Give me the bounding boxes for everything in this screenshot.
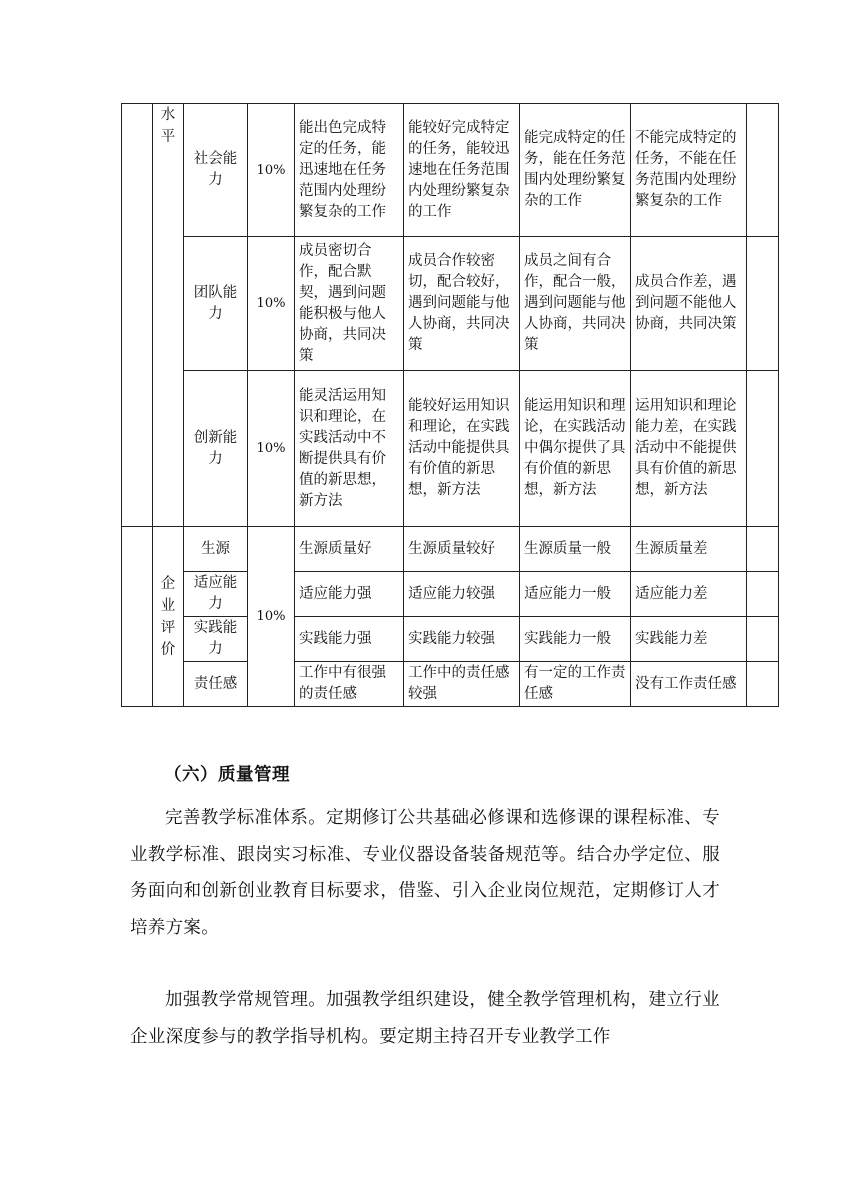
grade-poor-cell: 适应能力差 xyxy=(631,572,747,617)
grade-poor-cell: 运用知识和理论能力差，在实践活动中不能提供具有价值的新思想，新方法 xyxy=(631,371,747,527)
grade-good-cell: 生源质量较好 xyxy=(404,527,520,572)
grade-fair-cell: 生源质量一般 xyxy=(520,527,631,572)
weight-cell: 10% xyxy=(248,104,295,237)
grade-excellent-cell: 适应能力强 xyxy=(295,572,404,617)
grade-fair-cell: 成员之间有合作，配合一般，遇到问题能与他人协商，共同决策 xyxy=(520,237,631,371)
item-cell: 适应能力 xyxy=(184,572,248,617)
score-cell xyxy=(747,237,779,371)
item-cell: 责任感 xyxy=(184,662,248,707)
weight-cell: 10% xyxy=(248,527,295,707)
table-row xyxy=(122,662,779,707)
evaluation-table xyxy=(121,103,779,707)
grade-poor-cell: 生源质量差 xyxy=(631,527,747,572)
grade-fair-cell: 能完成特定的任务，能在任务范围内处理纷繁复杂的工作 xyxy=(520,104,631,237)
table-row xyxy=(122,527,779,572)
grade-poor-cell: 不能完成特定的任务，不能在任务范围内处理纷繁复杂的工作 xyxy=(631,104,747,237)
grade-fair-cell: 有一定的工作责任感 xyxy=(520,662,631,707)
score-cell xyxy=(747,617,779,662)
grade-fair-cell: 实践能力一般 xyxy=(520,617,631,662)
blank-cell xyxy=(122,527,153,707)
section-heading: （六）质量管理 xyxy=(164,765,290,785)
grade-good-cell: 适应能力较强 xyxy=(404,572,520,617)
score-cell xyxy=(747,527,779,572)
table-row xyxy=(122,617,779,662)
grade-excellent-cell: 成员密切合作，配合默契，遇到问题能积极与他人协商，共同决策 xyxy=(295,237,404,371)
grade-excellent-cell: 实践能力强 xyxy=(295,617,404,662)
grade-poor-cell: 没有工作责任感 xyxy=(631,662,747,707)
category-cell xyxy=(153,104,184,527)
grade-good-cell: 实践能力较强 xyxy=(404,617,520,662)
grade-good-cell: 能较好运用知识和理论，在实践活动中能提供具有价值的新思想，新方法 xyxy=(404,371,520,527)
grade-excellent-cell: 能出色完成特定的任务，能迅速地在任务范围内处理纷繁复杂的工作 xyxy=(295,104,404,237)
score-cell xyxy=(747,104,779,237)
category-cell xyxy=(153,527,184,707)
score-cell xyxy=(747,371,779,527)
category-label: 水平 xyxy=(160,107,176,145)
grade-good-cell: 工作中的责任感较强 xyxy=(404,662,520,707)
grade-good-cell: 成员合作较密切，配合较好，遇到问题能与他人协商，共同决策 xyxy=(404,237,520,371)
paragraph: 加强教学常规管理。加强教学组织建设，健全教学管理机构，建立行业企业深度参与的教学指导机构。要定期主持召开专业教学工作 xyxy=(130,990,720,1047)
score-cell xyxy=(747,572,779,617)
weight-cell: 10% xyxy=(248,371,295,527)
table-row xyxy=(122,572,779,617)
grade-excellent-cell: 工作中有很强的责任感 xyxy=(295,662,404,707)
blank-cell xyxy=(122,104,153,527)
grade-poor-cell: 实践能力差 xyxy=(631,617,747,662)
paragraph: 完善教学标准体系。定期修订公共基础必修课和选修课的课程标准、专业教学标准、跟岗实习标准、专业仪器设备装备规范等。结合办学定位、服务面向和创新创业教育目标要求，借鉴、引入企业岗位规范，定期修订人才培养方案。 xyxy=(130,808,720,938)
grade-excellent-cell: 生源质量好 xyxy=(295,527,404,572)
item-cell: 实践能力 xyxy=(184,617,248,662)
weight-cell: 10% xyxy=(248,237,295,371)
item-cell: 团队能力 xyxy=(184,237,248,371)
table-row xyxy=(122,104,779,237)
grade-poor-cell: 成员合作差，遇到问题不能他人协商，共同决策 xyxy=(631,237,747,371)
grade-excellent-cell: 能灵活运用知识和理论，在实践活动中不断提供具有价值的新思想，新方法 xyxy=(295,371,404,527)
item-cell: 生源 xyxy=(184,527,248,572)
grade-fair-cell: 能运用知识和理论，在实践活动中偶尔提供了具有价值的新思想，新方法 xyxy=(520,371,631,527)
item-cell: 创新能力 xyxy=(184,371,248,527)
grade-fair-cell: 适应能力一般 xyxy=(520,572,631,617)
score-cell xyxy=(747,662,779,707)
category-label: 企业评价 xyxy=(160,575,176,658)
table-row xyxy=(122,371,779,527)
grade-good-cell: 能较好完成特定的任务，能较迅速地在任务范围内处理纷繁复杂的工作 xyxy=(404,104,520,237)
table-row xyxy=(122,237,779,371)
item-cell: 社会能力 xyxy=(184,104,248,237)
